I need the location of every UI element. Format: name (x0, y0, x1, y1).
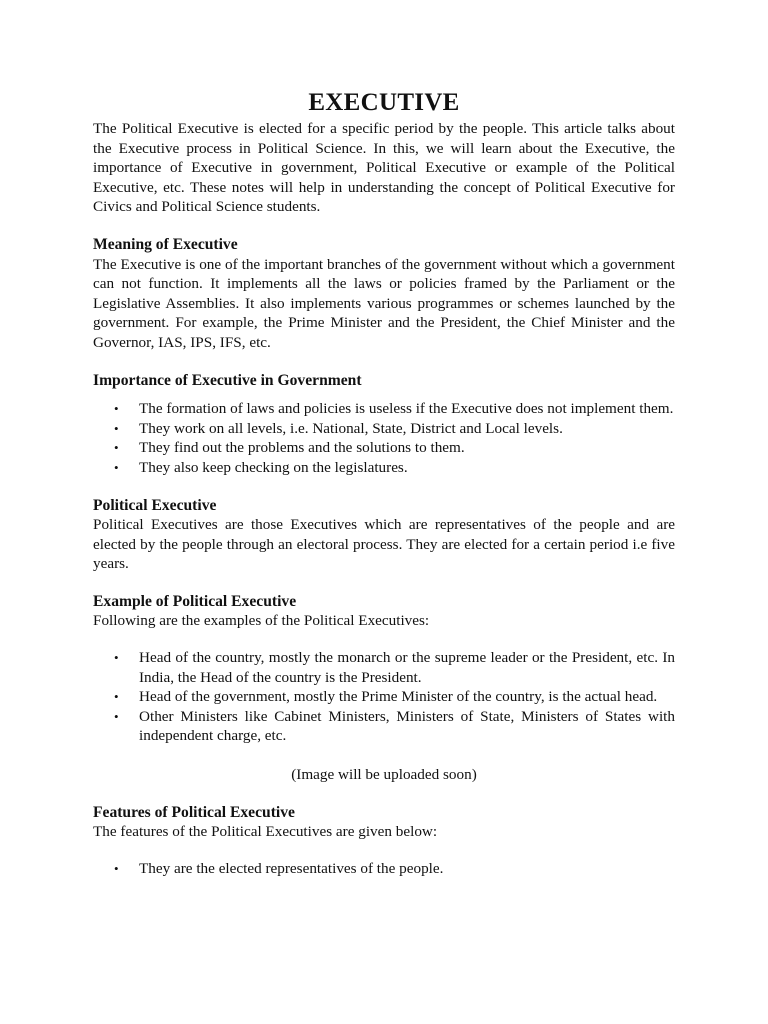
list-item: • Other Ministers like Cabinet Ministers, Ministers of State, Ministers of States with independent charge, etc. (114, 707, 675, 745)
document-page (93, 86, 675, 878)
list-item: • Head of the country, mostly the monarch or the supreme leader or the President, etc. In India, the Head of the country is the President. (114, 649, 675, 686)
example-heading: Example of Political Executive (93, 592, 297, 610)
list-item: • Head of the government, mostly the Prime Minister of the country, is the actual head. (114, 688, 658, 706)
features-list (93, 859, 675, 879)
list-item: • They find out the problems and the solutions to them. (114, 439, 465, 457)
list-item: • The formation of laws and policies is useless if the Executive does not implement them. (114, 400, 674, 418)
political-heading: Political Executive (93, 496, 217, 514)
importance-heading: Importance of Executive in Government (93, 371, 362, 389)
image-placeholder-note: (Image will be uploaded soon) (291, 766, 477, 784)
list-item: • They are the elected representatives of the people. (114, 859, 444, 877)
features-paragraph: The features of the Political Executives are given below: (93, 823, 438, 841)
bullet-icon: • (114, 860, 119, 876)
bullet-icon: • (114, 650, 119, 666)
example-list (93, 648, 675, 746)
intro-paragraph: The Political Executive is elected for a specific period by the people. This article talks about the Executive process in Political Science. In this, we will learn about the Executive, the importance of Executive in government, Political Executive or example of the Political Executive, etc. These notes will help in understanding the concept of Political Executive for Civics and Political Science students. (93, 120, 675, 216)
bullet-icon: • (114, 459, 119, 475)
list-item: • They also keep checking on the legislatures. (114, 458, 408, 476)
example-paragraph: Following are the examples of the Political Executives: (93, 612, 430, 630)
list-item: • They work on all levels, i.e. National, State, District and Local levels. (114, 419, 563, 437)
political-paragraph: Political Executives are those Executives which are representatives of the people and are elected by the people through an electoral process. They are elected for a certain period i.e five years. (93, 516, 675, 573)
meaning-paragraph: The Executive is one of the important branches of the government without which a government can not function. It implements all the laws or policies framed by the Parliament or the Legislative Assemblies. It also implements various programmes or schemes launched by the government. For example, the Prime Minister and the President, the Chief Minister and the Governor, IAS, IPS, IFS, etc. (93, 255, 675, 351)
bullet-icon: • (114, 689, 119, 705)
meaning-heading: Meaning of Executive (93, 235, 238, 253)
features-heading: Features of Political Executive (93, 803, 295, 821)
bullet-icon: • (114, 440, 119, 456)
document-title: EXECUTIVE (308, 89, 460, 116)
bullet-icon: • (114, 708, 119, 724)
bullet-icon: • (114, 420, 119, 436)
importance-list (93, 399, 675, 477)
bullet-icon: • (114, 401, 119, 417)
